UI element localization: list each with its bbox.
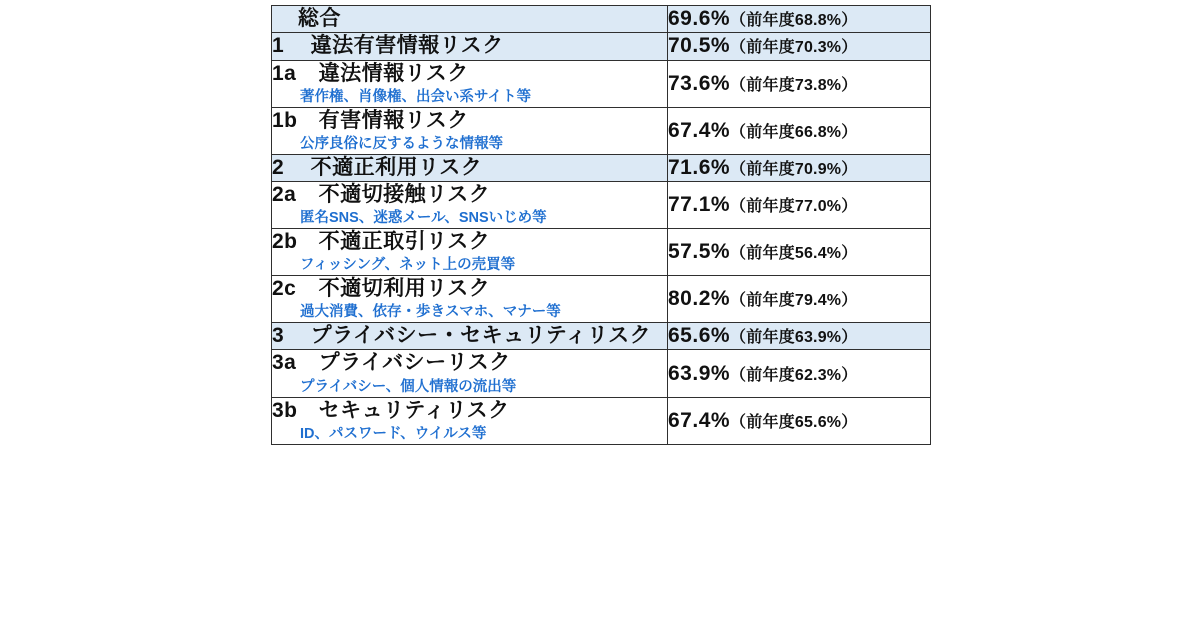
table-row (272, 33, 931, 60)
row-score: 70.5% (668, 34, 731, 58)
row-score: 73.6% (668, 71, 731, 95)
row-score: 71.6% (668, 155, 731, 179)
row-label-cell (272, 6, 668, 33)
row-label-cell (272, 60, 668, 107)
row-previous-score: （前年度77.0%） (730, 197, 858, 215)
row-sublabel: 公序良俗に反するような情報等 (300, 135, 503, 152)
row-previous-score: （前年度62.3%） (730, 366, 858, 384)
row-sublabel: 匿名SNS、迷惑メール、SNSいじめ等 (300, 210, 547, 227)
row-label-text: 総合 (298, 7, 341, 30)
row-sublabel: ID、パスワード、ウイルス等 (300, 425, 487, 442)
row-label (272, 276, 667, 302)
table-row (272, 6, 931, 33)
row-number: 3a (272, 351, 297, 375)
row-value-cell (668, 397, 931, 444)
row-label-cell (272, 397, 668, 444)
row-label-text: 違法有害情報リスク (310, 34, 504, 58)
row-number: 1a (272, 61, 297, 85)
row-sublabel: 過大消費、依存・歩きスマホ、マナー等 (300, 304, 561, 321)
row-previous-score: （前年度79.4%） (730, 292, 858, 310)
row-number: 3 (272, 324, 285, 348)
table-row (272, 276, 931, 323)
table-row (272, 397, 931, 444)
risk-score-table (271, 5, 931, 445)
row-label-cell (272, 229, 668, 276)
row-label-text: セキュリティリスク (318, 398, 510, 422)
row-label-text: プライバシー・セキュリティリスク (310, 324, 652, 348)
row-score: 67.4% (668, 408, 731, 432)
row-label-cell (272, 323, 668, 350)
row-label-cell (272, 276, 668, 323)
row-previous-score: （前年度66.8%） (730, 123, 858, 141)
row-label-text: 違法情報リスク (318, 61, 469, 85)
row-value-cell (668, 229, 931, 276)
row-label (272, 350, 667, 376)
row-number: 3b (272, 398, 298, 422)
row-number: 2a (272, 182, 297, 206)
row-label (272, 108, 667, 134)
row-label-cell (272, 181, 668, 228)
row-label-cell (272, 154, 668, 181)
row-score: 67.4% (668, 118, 731, 142)
row-value-cell (668, 350, 931, 397)
row-score: 63.9% (668, 361, 731, 385)
row-previous-score: （前年度65.6%） (730, 413, 858, 431)
row-number: 2 (272, 155, 285, 179)
row-sublabel: フィッシング、ネット上の売買等 (300, 257, 516, 274)
row-score: 69.6% (668, 7, 731, 31)
table-row (272, 323, 931, 350)
row-label (272, 398, 667, 424)
row-label (272, 229, 667, 255)
row-value-cell (668, 6, 931, 33)
row-previous-score: （前年度70.3%） (730, 39, 858, 57)
risk-score-table-wrapper (271, 5, 930, 445)
row-previous-score: （前年度56.4%） (730, 245, 858, 263)
row-label-cell (272, 107, 668, 154)
row-score: 80.2% (668, 287, 731, 311)
row-value-cell (668, 60, 931, 107)
row-value-cell (668, 154, 931, 181)
row-previous-score: （前年度70.9%） (730, 160, 858, 178)
table-row (272, 350, 931, 397)
row-label-cell (272, 350, 668, 397)
row-value-cell (668, 323, 931, 350)
table-row (272, 154, 931, 181)
row-previous-score: （前年度63.9%） (730, 329, 858, 347)
row-value-cell (668, 107, 931, 154)
row-previous-score: （前年度73.8%） (730, 76, 858, 94)
row-value-cell (668, 181, 931, 228)
row-score: 77.1% (668, 192, 731, 216)
row-number: 2c (272, 277, 297, 301)
row-label-text: プライバシーリスク (318, 351, 511, 375)
row-label (272, 155, 667, 181)
row-value-cell (668, 276, 931, 323)
table-row (272, 229, 931, 276)
row-label-cell (272, 33, 668, 60)
table-row (272, 60, 931, 107)
row-score: 57.5% (668, 240, 731, 264)
row-number: 2b (272, 230, 298, 254)
row-previous-score: （前年度68.8%） (730, 12, 858, 30)
row-label-text: 不適正取引リスク (318, 230, 491, 254)
row-label (272, 182, 667, 208)
row-sublabel: 著作権、肖像権、出会い系サイト等 (300, 88, 531, 105)
row-sublabel: プライバシー、個人情報の流出等 (300, 378, 517, 395)
row-label-text: 不適正利用リスク (310, 155, 483, 179)
table-row (272, 107, 931, 154)
row-label-text: 不適切利用リスク (318, 277, 491, 301)
row-label (272, 323, 667, 349)
row-number: 1b (272, 108, 298, 132)
row-label-text: 有害情報リスク (318, 108, 469, 132)
row-label (272, 61, 667, 87)
row-label (272, 33, 667, 59)
row-label (272, 6, 667, 32)
row-label-text: 不適切接触リスク (318, 182, 491, 206)
table-row (272, 181, 931, 228)
row-number: 1 (272, 34, 285, 58)
row-value-cell (668, 33, 931, 60)
row-score: 65.6% (668, 324, 731, 348)
